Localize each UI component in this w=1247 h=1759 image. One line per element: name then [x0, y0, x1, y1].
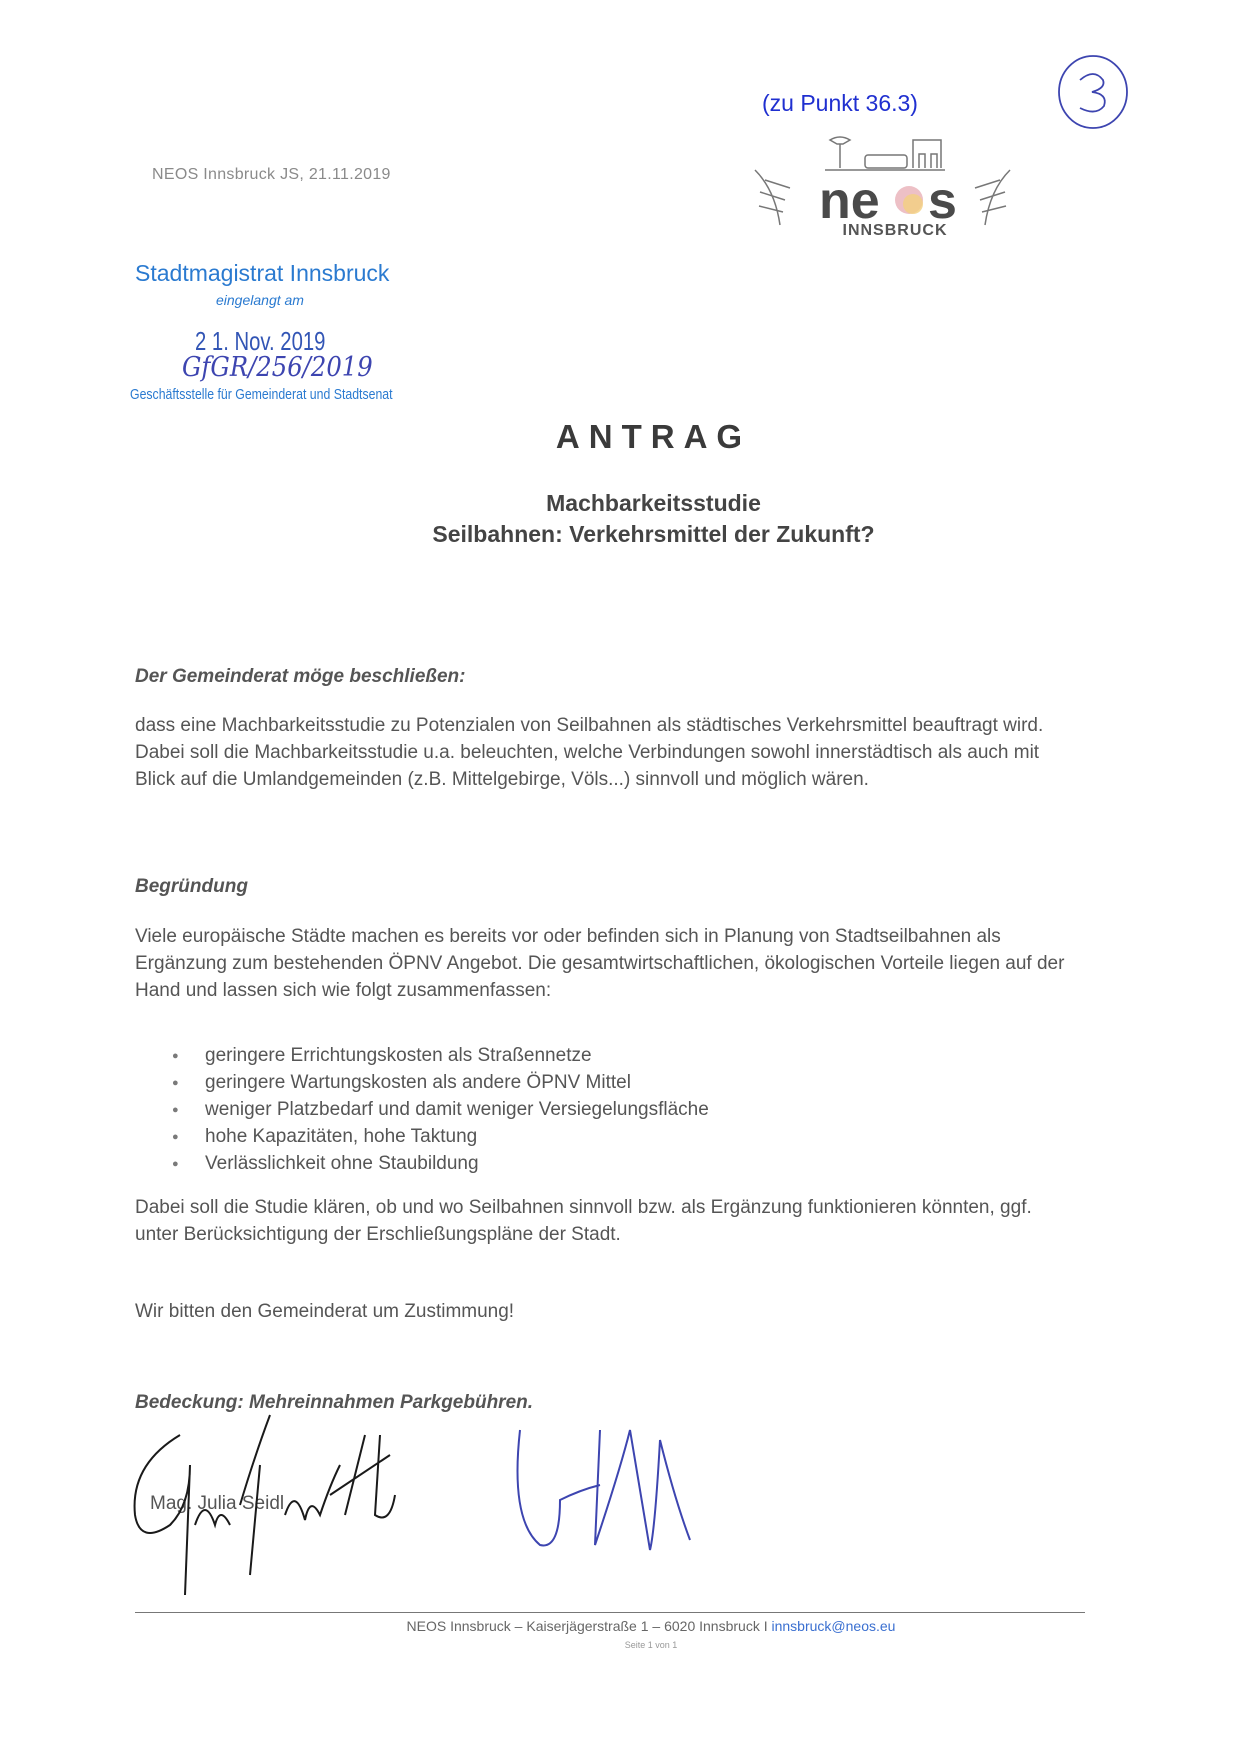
sender-date-line: NEOS Innsbruck JS, 21.11.2019 — [152, 166, 391, 183]
list-item: ● weniger Platzbedarf und damit weniger Versiegelungsfläche — [165, 1096, 709, 1123]
footer-address-text: NEOS Innsbruck – Kaiserjägerstraße 1 – 6020 Innsbruck I — [406, 1618, 772, 1634]
signer-name: Mag. Julia Seidl — [150, 1493, 285, 1514]
svg-text:s: s — [928, 172, 957, 230]
footer-address — [0, 1618, 1247, 1634]
page-number: Seite 1 von 1 — [624, 1640, 678, 1650]
funding-note: Bedeckung: Mehreinnahmen Parkgebühren. — [135, 1392, 534, 1413]
footer-email-link[interactable]: innsbruck@neos.eu — [771, 1618, 896, 1634]
reason-text: Viele europäische Städte machen es bereits vor oder befinden sich in Planung von Stadtseilbahnen als Ergänzung zum bestehenden ÖPNV Angebot. Die gesamtwirtschaftlichen, ökologischen Vorteile liegen auf der Hand und lassen sich wie folgt zusammenfassen: — [135, 926, 1065, 1001]
neos-innsbruck-logo — [745, 130, 1020, 265]
study-text: Dabei soll die Studie klären, ob und wo Seilbahnen sinnvoll bzw. als Ergänzung funktionieren könnten, ggf. unter Berücksichtigung der Erschließungspläne der Stadt. — [135, 1197, 1032, 1245]
stamp-subtitle: eingelangt am — [216, 292, 304, 308]
receipt-stamp — [130, 260, 420, 420]
document-subtitle-line-2: Seilbahnen: Verkehrsmittel der Zukunft? — [432, 521, 875, 547]
stamp-date: 2 1. Nov. 2019 — [195, 326, 326, 356]
list-item: ● hohe Kapazitäten, hohe Taktung — [165, 1123, 709, 1150]
stamp-title: Stadtmagistrat Innsbruck — [135, 260, 390, 286]
footer-divider — [135, 1612, 1085, 1613]
stamp-office: Geschäftsstelle für Gemeinderat und Stadtsenat — [130, 386, 393, 403]
handwritten-circled-number-mark — [1054, 50, 1132, 132]
logo-subtitle: INNSBRUCK — [842, 222, 948, 239]
document-title: ANTRAG — [555, 418, 752, 455]
handwritten-signature-1 — [90, 1405, 430, 1605]
reason-heading: Begründung — [135, 876, 248, 897]
document-subtitle-line-1: Machbarkeitsstudie — [546, 490, 761, 516]
svg-text:ne: ne — [819, 172, 880, 230]
motion-text: dass eine Machbarkeitsstudie zu Potenzialen von Seilbahnen als städtisches Verkehrsmittel beauftragt wird. Dabei soll die Machbarkeitsstudie u.a. beleuchten, welche Verbindungen sowohl innerstädtisch als auch mit Blick auf die Umlandgemeinden (z.B. Mittelgebirge, Völs...) sinnvoll und möglich wären. — [135, 715, 1044, 790]
list-item: ● Verlässlichkeit ohne Staubildung — [165, 1150, 709, 1177]
agenda-item-annotation: (zu Punkt 36.3) — [762, 90, 918, 116]
list-item: ● geringere Errichtungskosten als Straßennetze — [165, 1042, 709, 1069]
stamp-reference-number: GfGR/256/2019 — [182, 352, 373, 383]
list-item: ● geringere Wartungskosten als andere ÖPNV Mittel — [165, 1069, 709, 1096]
handwritten-signature-2 — [500, 1410, 740, 1560]
motion-heading: Der Gemeinderat möge beschließen: — [135, 666, 466, 687]
closing-text: Wir bitten den Gemeinderat um Zustimmung! — [135, 1301, 515, 1322]
advantages-list — [165, 1042, 709, 1177]
